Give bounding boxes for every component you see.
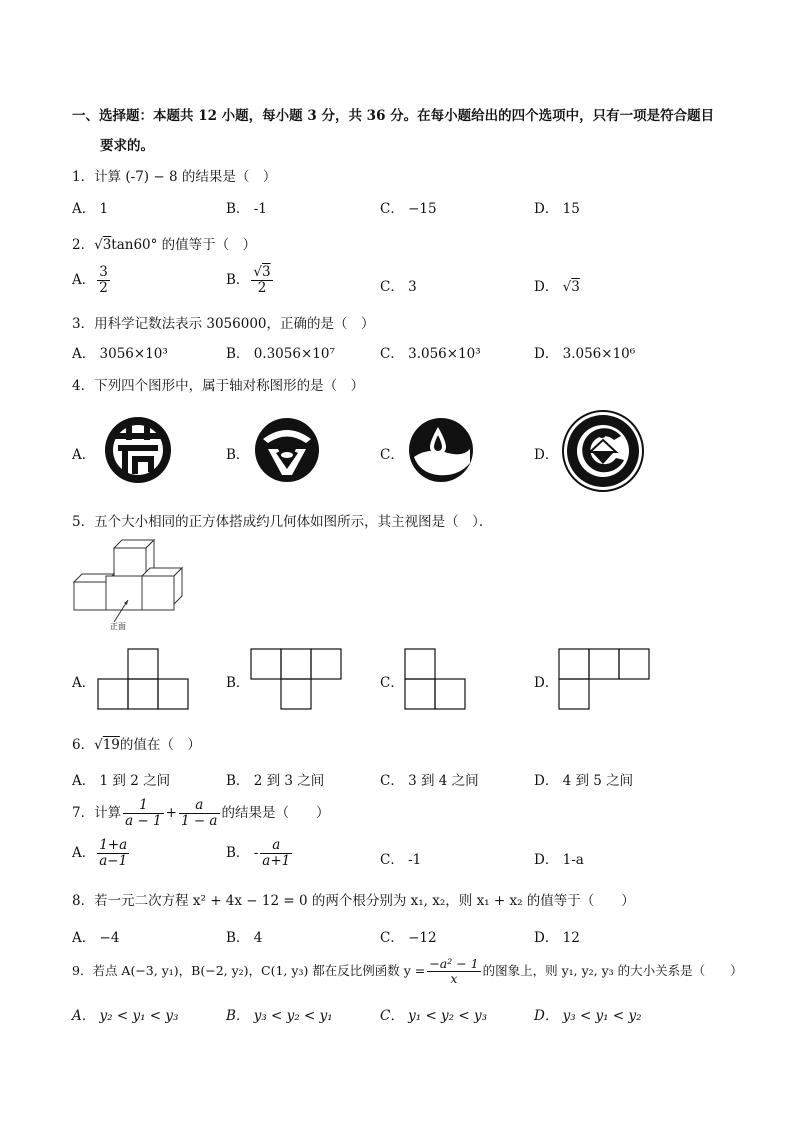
q2-option-a: A． $\frac{3}{2}$ <box>72 264 108 296</box>
q9-option-d: D． y₃ < y₁ < y₂ <box>534 1008 642 1024</box>
q5-stem: 5．五个大小相同的正方体搭成约几何体如图所示，其主视图是（ ）． <box>72 514 493 530</box>
logo-b-icon <box>254 417 320 483</box>
logo-a-icon <box>104 416 172 484</box>
q8-option-d: D． 12 <box>534 930 580 946</box>
q8-option-b: B． 4 <box>226 930 263 946</box>
q3-stem: 3．用科学记数法表示 3056000，正确的是（ ） <box>72 316 375 332</box>
q7-option-a: A． $\frac{1+a}{a-1}$ <box>72 837 128 869</box>
section-title: 一、选择题：本题共 12 小题，每小题 3 分，共 36 分。在每小题给出的四个选项中，只有一项是符合题目 <box>72 108 715 124</box>
q5-option-d: D． <box>534 675 559 691</box>
q9-option-c: C． y₁ < y₂ < y₃ <box>380 1008 488 1024</box>
q8-option-c: C． −12 <box>380 930 437 946</box>
q2-option-d: D． √3 <box>534 279 580 295</box>
q1-option-a: A． 1 <box>72 201 109 217</box>
q7-option-d: D． 1-a <box>534 852 584 868</box>
q9-option-a: A． y₂ < y₁ < y₃ <box>72 1008 179 1024</box>
q2-option-b: B． $\frac{√3}{2}$ <box>226 264 271 296</box>
view-c-figure <box>404 648 468 710</box>
q2-option-c: C． 3 <box>380 279 417 295</box>
q8-stem: 8．若一元二次方程 x² + 4x − 12 = 0 的两个根分别为 x₁, x₂，则 x₁ + x₂ 的值等于（ ） <box>72 893 635 909</box>
q3-option-c: C． 3.056×10³ <box>380 346 481 362</box>
q5-option-c: C． <box>380 675 404 691</box>
view-a-figure <box>97 648 191 710</box>
q1-option-d: D． 15 <box>534 201 580 217</box>
q6-option-b: B． 2 到 3 之间 <box>226 773 325 789</box>
q9-option-b: B． y₃ < y₂ < y₁ <box>226 1008 333 1024</box>
q4-stem: 4．下列四个图形中，属于轴对称图形的是（ ） <box>72 378 365 394</box>
q5-option-b: B． <box>226 675 250 691</box>
q3-option-d: D． 3.056×10⁶ <box>534 346 636 362</box>
q6-option-a: A． 1 到 2 之间 <box>72 773 171 789</box>
q7-option-c: C． -1 <box>380 852 422 868</box>
logo-d-icon <box>562 410 644 492</box>
q7-stem: 7．计算 $\frac{1}{a - 1}$ + $\frac{a}{1 - a}$ 的结果是（ ） <box>72 797 330 829</box>
q6-stem: 6．√19的值在（ ） <box>72 737 201 753</box>
q1-option-b: B． -1 <box>226 201 267 217</box>
section-title-cont: 要求的。 <box>100 138 154 154</box>
q6-option-d: D． 4 到 5 之间 <box>534 773 634 789</box>
q9-stem: 9．若点 A(−3, y₁)，B(−2, y₂)，C(1, y₃) 都在反比例函数 y = $\frac{\text{−a² − 1}}{x}$ 的图象上，则 y₁, y₂, y₃ 的大小关系是（ ） <box>72 956 743 986</box>
q1-stem: 1．计算 (-7) − 8 的结果是（ ） <box>72 169 277 185</box>
q6-option-c: C． 3 到 4 之间 <box>380 773 479 789</box>
logo-c-icon <box>408 417 474 483</box>
q4-option-d: D． <box>534 447 559 463</box>
q1-option-c: C． −15 <box>380 201 437 217</box>
q4-option-b: B． <box>226 447 250 463</box>
view-d-figure <box>558 648 652 710</box>
q3-option-a: A． 3056×10³ <box>72 346 168 362</box>
view-b-figure <box>250 648 344 710</box>
q4-option-a: A． <box>72 447 96 463</box>
q5-option-a: A． <box>72 675 96 691</box>
front-label: 正面 <box>110 622 126 631</box>
cube-stack-figure <box>70 540 190 632</box>
q7-option-b: B． - $\frac{a}{a+1}$ <box>226 837 291 869</box>
q2-stem: 2．√3tan60° 的值等于（ ） <box>72 237 257 253</box>
q8-option-a: A． −4 <box>72 930 120 946</box>
q3-option-b: B． 0.3056×10⁷ <box>226 346 335 362</box>
q4-option-c: C． <box>380 447 404 463</box>
